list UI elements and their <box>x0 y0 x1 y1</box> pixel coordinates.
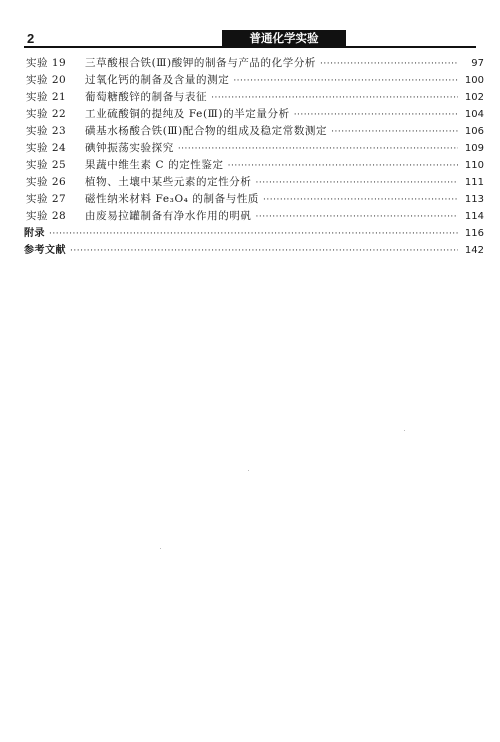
table-of-contents <box>24 55 484 259</box>
page-ref: 116 <box>464 228 484 239</box>
toc-appendix[interactable] <box>24 225 484 242</box>
page-ref: 111 <box>464 177 484 188</box>
dot-leader <box>320 56 458 73</box>
dot-leader <box>49 226 458 243</box>
dot-leader <box>228 158 458 175</box>
page-ref: 142 <box>464 245 484 256</box>
entry-title: 过氧化钙的制备及含量的测定 <box>85 74 230 86</box>
toc-entry[interactable] <box>24 89 484 106</box>
experiment-number: 实验 19 <box>26 57 67 69</box>
experiment-number: 实验 26 <box>26 176 67 188</box>
dot-leader <box>256 209 459 226</box>
dot-leader <box>178 141 458 158</box>
dot-leader <box>233 73 458 90</box>
scan-speck <box>248 470 249 471</box>
dot-leader <box>211 90 458 107</box>
page-ref: 113 <box>464 194 484 205</box>
toc-entry[interactable] <box>24 157 484 174</box>
toc-entry[interactable] <box>24 55 484 72</box>
entry-title: 磁性纳米材料 Fe₃O₄ 的制备与性质 <box>85 193 260 205</box>
experiment-number: 实验 20 <box>26 74 67 86</box>
book-title: 普通化学实验 <box>222 30 346 47</box>
toc-entry[interactable] <box>24 191 484 208</box>
entry-title: 葡萄糖酸锌的制备与表征 <box>85 91 208 103</box>
page-number: 2 <box>27 31 35 46</box>
experiment-number: 实验 23 <box>26 125 67 137</box>
entry-title: 果蔬中维生素 C 的定性鉴定 <box>85 159 224 171</box>
toc-entry[interactable] <box>24 208 484 225</box>
experiment-number: 实验 22 <box>26 108 67 120</box>
entry-title: 磺基水杨酸合铁(Ⅲ)配合物的组成及稳定常数测定 <box>85 125 328 137</box>
page-ref: 104 <box>464 109 484 120</box>
toc-entry[interactable] <box>24 106 484 123</box>
experiment-number: 实验 24 <box>26 142 67 154</box>
dot-leader <box>331 124 458 141</box>
page-ref: 110 <box>464 160 484 171</box>
entry-title: 由废易拉罐制备有净水作用的明矾 <box>85 210 252 222</box>
dot-leader <box>70 243 458 260</box>
toc-entry[interactable] <box>24 123 484 140</box>
experiment-number: 实验 21 <box>26 91 67 103</box>
toc-references[interactable] <box>24 242 484 259</box>
page-ref: 102 <box>464 92 484 103</box>
entry-title: 植物、土壤中某些元素的定性分析 <box>85 176 252 188</box>
dot-leader <box>256 175 459 192</box>
page-ref: 100 <box>464 75 484 86</box>
page-ref: 109 <box>464 143 484 154</box>
dot-leader <box>263 192 458 209</box>
entry-title: 三草酸根合铁(Ⅲ)酸钾的制备与产品的化学分析 <box>85 57 317 69</box>
page-ref: 106 <box>464 126 484 137</box>
experiment-number: 实验 28 <box>26 210 67 222</box>
header-rule <box>24 46 476 48</box>
entry-title: 工业硫酸铜的提纯及 Fe(Ⅲ)的半定量分析 <box>85 108 290 120</box>
appendix-label: 附录 <box>24 228 45 239</box>
scan-speck <box>404 430 405 431</box>
dot-leader <box>294 107 458 124</box>
experiment-number: 实验 27 <box>26 193 67 205</box>
scan-speck <box>160 548 161 549</box>
entry-title: 碘钟振荡实验探究 <box>85 142 174 154</box>
page-ref: 114 <box>464 211 484 222</box>
toc-entry[interactable] <box>24 174 484 191</box>
references-label: 参考文献 <box>24 245 66 256</box>
page-header <box>24 30 476 48</box>
toc-entry[interactable] <box>24 72 484 89</box>
experiment-number: 实验 25 <box>26 159 67 171</box>
toc-entry[interactable] <box>24 140 484 157</box>
page-ref: 97 <box>471 58 484 69</box>
